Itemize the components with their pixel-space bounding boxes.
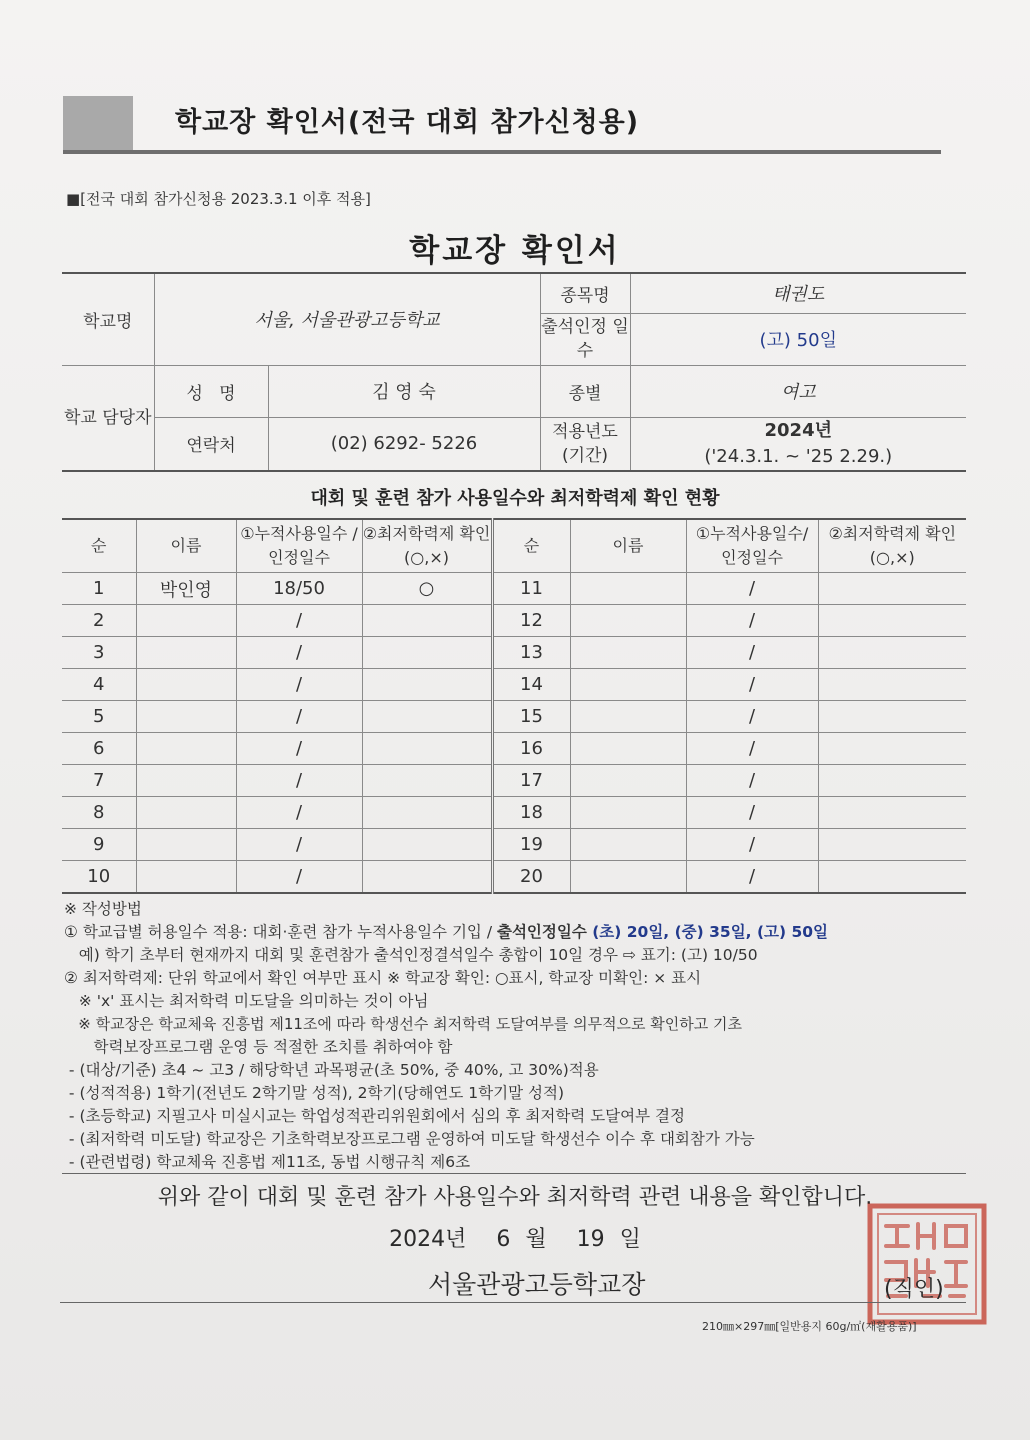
student-name xyxy=(136,797,236,829)
row-number: 14 xyxy=(492,669,570,701)
note-1-days: (초) 20일, (중) 35일, (고) 50일 xyxy=(592,923,829,941)
row-number: 18 xyxy=(492,797,570,829)
note-1-example: 예) 학기 초부터 현재까지 대회 및 훈련참가 출석인정결석일수 총합이 10일 경우 ⇨ 표기: (고) 10/50 xyxy=(64,946,758,964)
row-number: 7 xyxy=(62,765,136,797)
principal-title: 서울관광고등학교장 xyxy=(428,1270,646,1299)
student-name xyxy=(570,701,686,733)
year-cell xyxy=(630,417,966,471)
min-academic-check xyxy=(818,861,966,894)
col-name-right: 이름 xyxy=(570,519,686,573)
row-number: 13 xyxy=(492,637,570,669)
col-days-right: ①누적사용일수/ 인정일수 xyxy=(686,519,818,573)
row-number: 8 xyxy=(62,797,136,829)
col-check-left: ②최저학력제 확인(○,×) xyxy=(362,519,492,573)
min-academic-check xyxy=(818,701,966,733)
student-name xyxy=(136,605,236,637)
row-number: 12 xyxy=(492,605,570,637)
days-used: / xyxy=(686,573,818,605)
paper-spec: 210㎜×297㎜[일반용지 60g/㎡(재활용품)] xyxy=(702,1320,917,1333)
table-row xyxy=(62,637,966,669)
student-name xyxy=(570,637,686,669)
days-used: 18/50 xyxy=(236,573,362,605)
period-value: ('24.3.1. ~ '25 2.29.) xyxy=(704,445,893,467)
attendance-label: 출석인정 일수 xyxy=(540,313,630,365)
student-name xyxy=(136,701,236,733)
days-used: / xyxy=(686,605,818,637)
min-academic-check xyxy=(362,861,492,894)
student-name xyxy=(136,669,236,701)
header-title: 학교장 확인서(전국 대회 참가신청용) xyxy=(175,107,640,138)
col-no-left: 순 xyxy=(62,519,136,573)
notes-divider xyxy=(62,1173,966,1174)
min-academic-check xyxy=(818,765,966,797)
min-academic-check: ○ xyxy=(362,573,492,605)
row-number: 5 xyxy=(62,701,136,733)
note-2-b: ※ 학교장은 학교체육 진흥법 제11조에 따라 학생선수 최저학력 도달여부를 의무적으로 확인하고 기초 xyxy=(64,1015,743,1033)
min-academic-check xyxy=(818,797,966,829)
bottom-rule xyxy=(60,1302,966,1303)
min-academic-check xyxy=(362,765,492,797)
note-2-c: 학력보장프로그램 운영 등 적절한 조치를 취하여야 함 xyxy=(64,1038,453,1056)
student-name xyxy=(136,861,236,894)
name-value: 김 영 숙 xyxy=(268,365,540,417)
category-label: 종별 xyxy=(540,365,630,417)
min-academic-check xyxy=(818,573,966,605)
note-1-bold: 출석인정일수 xyxy=(496,923,593,941)
detail-3: - (초등학교) 지필고사 미실시교는 학업성적관리위원회에서 심의 후 최저학력 도달여부 결정 xyxy=(64,1107,685,1125)
row-number: 4 xyxy=(62,669,136,701)
year-value: 2024년 xyxy=(764,419,832,441)
student-name xyxy=(570,797,686,829)
col-no-right: 순 xyxy=(492,519,570,573)
info-table xyxy=(62,272,966,472)
student-name xyxy=(570,829,686,861)
student-name: 박인영 xyxy=(136,573,236,605)
days-used: / xyxy=(236,701,362,733)
student-name xyxy=(570,669,686,701)
min-academic-check xyxy=(818,637,966,669)
seal-mark: (직인) xyxy=(884,1277,944,1302)
header-rule xyxy=(63,150,941,154)
days-used: / xyxy=(236,605,362,637)
table-row xyxy=(62,765,966,797)
table-row xyxy=(62,573,966,605)
min-academic-check xyxy=(818,669,966,701)
student-name xyxy=(136,829,236,861)
days-used: / xyxy=(686,637,818,669)
days-used: / xyxy=(686,861,818,894)
detail-1: - (대상/기준) 초4 ~ 고3 / 해당학년 과목평균(초 50%, 중 40%, 고 30%)적용 xyxy=(64,1061,599,1079)
event-label: 종목명 xyxy=(540,273,630,313)
issue-date: 2024년 6 월 19 일 xyxy=(389,1227,641,1252)
days-used: / xyxy=(686,733,818,765)
row-number: 20 xyxy=(492,861,570,894)
school-value: 서울, 서울관광고등학교 xyxy=(154,273,540,365)
application-notice: ■[전국 대회 참가신청용 2023.3.1 이후 적용] xyxy=(66,190,371,208)
contact-value: (02) 6292- 5226 xyxy=(268,417,540,471)
category-value: 여고 xyxy=(630,365,966,417)
note-2: ② 최저학력제: 단위 학교에서 확인 여부만 표시 ※ 학교장 확인: ○표시, 학교장 미확인: × 표시 xyxy=(64,969,702,987)
min-academic-check xyxy=(362,669,492,701)
min-academic-check xyxy=(362,701,492,733)
min-academic-check xyxy=(362,829,492,861)
student-name xyxy=(136,637,236,669)
min-academic-check xyxy=(818,829,966,861)
table-row xyxy=(62,797,966,829)
table-row xyxy=(62,669,966,701)
table-row xyxy=(62,605,966,637)
student-name xyxy=(136,733,236,765)
table-row xyxy=(62,829,966,861)
name-label: 성 명 xyxy=(154,365,268,417)
row-number: 19 xyxy=(492,829,570,861)
min-academic-check xyxy=(818,733,966,765)
days-used: / xyxy=(236,797,362,829)
row-number: 15 xyxy=(492,701,570,733)
year-label: 적용년도 (기간) xyxy=(540,417,630,471)
days-used: / xyxy=(686,669,818,701)
writing-instructions xyxy=(64,898,974,1174)
table-row xyxy=(62,733,966,765)
days-used: / xyxy=(236,829,362,861)
days-used: / xyxy=(686,829,818,861)
min-academic-check xyxy=(362,733,492,765)
days-used: / xyxy=(686,765,818,797)
note-1-text: ① 학교급별 허용일수 적용: 대회·훈련 참가 누적사용일수 기입 / xyxy=(64,923,497,941)
document-title: 학교장 확인서 xyxy=(409,233,621,269)
min-academic-check xyxy=(362,797,492,829)
section-title: 대회 및 훈련 참가 사용일수와 최저학력제 확인 현황 xyxy=(310,488,720,509)
row-number: 3 xyxy=(62,637,136,669)
row-number: 6 xyxy=(62,733,136,765)
attendance-value: (고) 50일 xyxy=(630,313,966,365)
note-1 xyxy=(64,921,974,944)
school-label: 학교명 xyxy=(62,273,154,365)
col-name-left: 이름 xyxy=(136,519,236,573)
min-academic-check xyxy=(362,605,492,637)
col-days-left: ①누적사용일수 /인정일수 xyxy=(236,519,362,573)
confirmation-text: 위와 같이 대회 및 훈련 참가 사용일수와 최저학력 관련 내용을 확인합니다. xyxy=(157,1185,873,1210)
staff-label: 학교 담당자 xyxy=(62,365,154,471)
row-number: 10 xyxy=(62,861,136,894)
row-number: 2 xyxy=(62,605,136,637)
official-seal-icon xyxy=(862,1200,990,1328)
days-used: / xyxy=(236,861,362,894)
row-number: 16 xyxy=(492,733,570,765)
contact-label: 연락처 xyxy=(154,417,268,471)
detail-2: - (성적적용) 1학기(전년도 2학기말 성적), 2학기(당해연도 1학기말 성적) xyxy=(64,1084,564,1102)
days-used: / xyxy=(686,701,818,733)
min-academic-check xyxy=(818,605,966,637)
detail-5: - (관련법령) 학교체육 진흥법 제11조, 동법 시행규칙 제6조 xyxy=(64,1153,471,1171)
student-name xyxy=(570,605,686,637)
days-used: / xyxy=(686,797,818,829)
table-row xyxy=(62,861,966,894)
student-name xyxy=(136,765,236,797)
event-value: 태권도 xyxy=(630,273,966,313)
header-block xyxy=(63,96,133,154)
days-used: / xyxy=(236,765,362,797)
days-used: / xyxy=(236,637,362,669)
row-number: 1 xyxy=(62,573,136,605)
student-name xyxy=(570,733,686,765)
row-number: 17 xyxy=(492,765,570,797)
student-name xyxy=(570,861,686,894)
student-name xyxy=(570,573,686,605)
table-row xyxy=(62,701,966,733)
row-number: 11 xyxy=(492,573,570,605)
row-number: 9 xyxy=(62,829,136,861)
detail-4: - (최저학력 미도달) 학교장은 기초학력보장프로그램 운영하여 미도달 학생선수 이수 후 대회참가 가능 xyxy=(64,1130,755,1148)
min-academic-check xyxy=(362,637,492,669)
student-name xyxy=(570,765,686,797)
note-2-a: ※ 'x' 표시는 최저학력 미도달을 의미하는 것이 아님 xyxy=(64,992,429,1010)
days-used: / xyxy=(236,669,362,701)
student-table xyxy=(62,518,966,894)
notes-heading: ※ 작성방법 xyxy=(64,900,142,918)
col-check-right: ②최저학력제 확인(○,×) xyxy=(818,519,966,573)
days-used: / xyxy=(236,733,362,765)
